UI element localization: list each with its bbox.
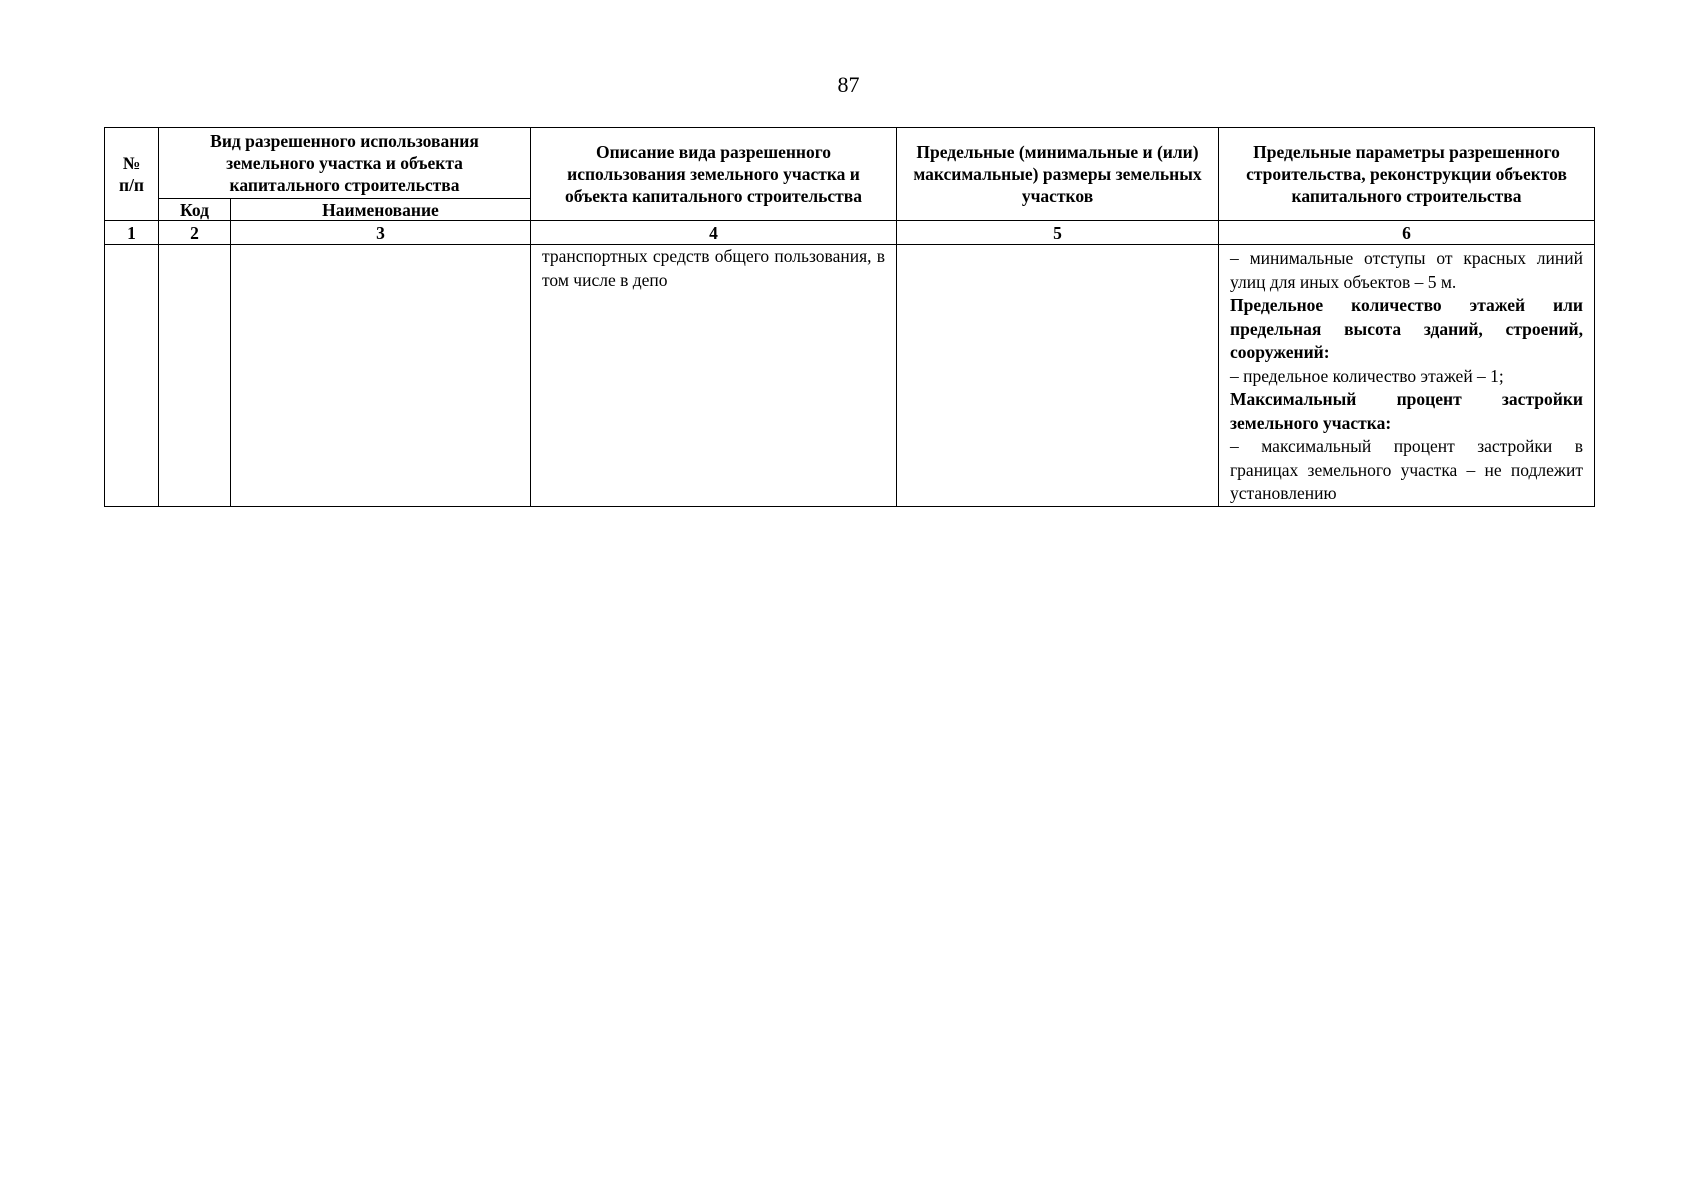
column-number: 4 [531,221,897,245]
column-numbers-row [105,221,1595,245]
cell-num [105,245,159,507]
description-text: транспортных средств общего пользования, в том числе в депо [542,246,885,290]
column-number: 5 [897,221,1219,245]
table-header-row [105,128,1595,199]
header-num: № п/п [105,128,159,221]
header-vid-group: Вид разрешенного использования земельного участка и объекта капитального строительства [159,128,531,199]
header-description: Описание вида разрешенного использования земельного участка и объекта капитального строительства [531,128,897,221]
cell-params [1219,245,1595,507]
cell-code [159,245,231,507]
param-line: – максимальный процент застройки в границах земельного участка – не подлежит установлению [1230,436,1583,503]
column-number: 2 [159,221,231,245]
header-code: Код [159,199,231,221]
regulations-table [104,127,1595,507]
param-line: – предельное количество этажей – 1; [1230,365,1504,386]
cell-name [231,245,531,507]
page-number: 87 [837,72,860,97]
header-name: Наименование [231,199,531,221]
column-number: 6 [1219,221,1595,245]
cell-sizes [897,245,1219,507]
param-line: – минимальные отступы от красных линий улиц для иных объектов – 5 м. [1230,248,1583,292]
column-number: 1 [105,221,159,245]
header-sizes: Предельные (минимальные и (или) максимальные) размеры земельных участков [897,128,1219,221]
header-params: Предельные параметры разрешенного строительства, реконструкции объектов капитального строительства [1219,128,1595,221]
column-number: 3 [231,221,531,245]
param-heading: Максимальный процент застройки земельного участка: [1230,389,1583,433]
cell-description [531,245,897,507]
table-row [105,245,1595,507]
param-heading: Предельное количество этажей или предельная высота зданий, строений, сооружений: [1230,295,1583,362]
